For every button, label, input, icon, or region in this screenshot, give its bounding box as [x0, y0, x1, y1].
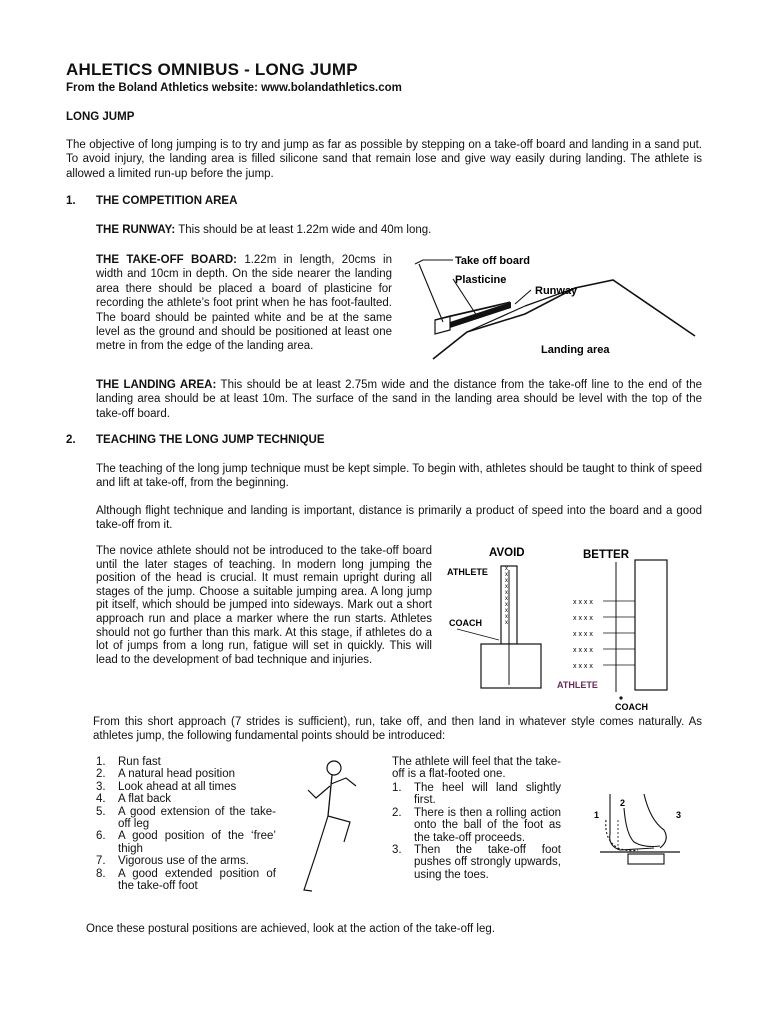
runway-leader [515, 290, 531, 304]
list-item [392, 844, 561, 881]
list-item-number: 1. [96, 756, 106, 768]
list-item-number: 6. [96, 830, 106, 843]
foot-takeoff-diagram [584, 790, 694, 880]
list-item-text: There is then a rolling action onto the ball of the foot as the take-off proceeds. [414, 806, 561, 844]
label-athlete-better: ATHLETE [557, 680, 598, 690]
takeoff-board-leader [415, 260, 453, 264]
plasticine-strip [450, 302, 511, 328]
document-title: AHLETICS OMNIBUS - LONG JUMP [66, 60, 358, 79]
torso-line [328, 775, 332, 816]
svg-text:x x x x: x x x x [573, 663, 593, 670]
takeoff-leg [304, 816, 328, 891]
list-item-number: 3. [392, 844, 402, 857]
list-item-number: 2. [392, 806, 402, 819]
foot-action-list [392, 782, 561, 881]
list-item-number: 2. [96, 768, 106, 781]
landing-area-text: This should be at least 2.75m wide and the distance from the take-off line to the end of the landing area should be at least 10m. The surface of the sand in the landing area should be level with the top of the take-off board. [96, 379, 703, 420]
takeoff-board-text: 1.22m in length, 20cms in width and 10cm in depth. On the side nearer the landing area there should be placed a board of plasticine for recording the athlete’s foot print when he has foot-faulted. The board should be painted white and be at the same level as the ground and should be positioned at least one metre in from the edge of the landing area. [96, 254, 392, 353]
better-pit [635, 560, 667, 690]
coach-pointer [457, 629, 499, 640]
intro-paragraph: The objective of long jumping is to try and jump as far as possible by stepping on a take-off board and landing in a sand put. To avoid injury, the landing area is filled silicone sand that remain lose and give way easily during landing. The athlete is allowed a limited run-up before the jump. [66, 139, 702, 180]
list-item-text: A good position of the ‘free’ thigh [118, 830, 276, 855]
competition-area-diagram [405, 246, 705, 366]
teaching-paragraph-3: The novice athlete should not be introduced to the take-off board until the later stages of teaching. In modern long jumping the position of the head is crucial. It must remain upright during all stages of the jump. Choose a suitable jumping area. A long jump pit itself, which should be jumped into sideways. Mark out a short approach run and place a marker where the run starts. Athletes should not go further than this mark. At this stage, if athletes do a lot of jumps from a long run, fatigue will set in quickly. This will lead to the development of bad technique and injuries. [96, 545, 432, 666]
list-item-text: Run fast [118, 756, 161, 768]
label-better: BETTER [583, 549, 629, 561]
list-item [392, 782, 561, 807]
avoid-pit [481, 644, 541, 688]
svg-text:x x x x: x x x x [573, 615, 593, 622]
list-item [96, 781, 276, 793]
list-item [96, 806, 276, 831]
list-item-text: The heel will land slightly first. [414, 782, 561, 807]
list-item-number: 7. [96, 855, 106, 868]
closing-paragraph: Once these postural positions are achieved, look at the action of the take-off leg. [86, 923, 495, 935]
section-2-number: 2. [66, 434, 76, 446]
landing-area-paragraph [96, 378, 702, 421]
list-item-number: 8. [96, 867, 106, 880]
runway-paragraph [96, 223, 702, 237]
left-arm [308, 786, 330, 798]
better-run-arrows [603, 601, 635, 665]
list-item [96, 868, 276, 893]
list-item [392, 807, 561, 844]
list-item [96, 793, 276, 805]
svg-text:x x x x: x x x x [573, 631, 593, 638]
label-athlete-avoid: ATHLETE [447, 567, 488, 577]
takeoff-board-block [628, 854, 664, 864]
svg-text:x x x x: x x x x [573, 647, 593, 654]
label-phase-2: 2 [620, 798, 626, 808]
list-item-number: 5. [96, 805, 106, 818]
list-item-number: 4. [96, 793, 106, 806]
list-item-text: A natural head position [118, 768, 236, 781]
runway-label: THE RUNWAY: [96, 224, 176, 236]
teaching-paragraph-4: From this short approach (7 strides is sufficient), run, take off, and then land in whatever style comes naturally. As athletes jump, the following fundamental points should be introduced: [93, 716, 702, 743]
list-item [96, 768, 276, 780]
label-coach-better: COACH [615, 702, 648, 712]
athlete-stick-figure [290, 756, 370, 896]
head-icon [327, 761, 341, 775]
foot-action-intro: The athlete will feel that the take-off is a flat-footed one. [392, 756, 561, 781]
list-item [96, 855, 276, 867]
avoid-better-diagram [445, 540, 685, 720]
teaching-paragraph-2: Although flight technique and landing is important, distance is primarily a product of speed into the board and a good take-off from it. [96, 505, 702, 532]
label-phase-3: 3 [676, 810, 682, 820]
label-takeoff-board: Take off board [455, 255, 530, 267]
landing-area-label: THE LANDING AREA: [96, 379, 217, 391]
label-plasticine: Plasticine [455, 274, 507, 286]
list-item-text: Then the take-off foot pushes off strongly upwards, using the toes. [414, 844, 561, 881]
list-item [96, 830, 276, 855]
list-item-text: A flat back [118, 793, 172, 806]
section-1-number: 1. [66, 195, 76, 207]
coach-marker [619, 696, 622, 699]
takeoff-board-label: THE TAKE-OFF BOARD: [96, 254, 237, 266]
foot-outlines [606, 794, 667, 851]
label-landing-area: Landing area [541, 344, 610, 356]
list-item-number: 1. [392, 782, 402, 794]
section-2-heading: TEACHING THE LONG JUMP TECHNIQUE [96, 434, 325, 446]
teaching-paragraph-1: The teaching of the long jump technique must be kept simple. To begin with, athletes should be taught to think of speed and lift at take-off, from the beginning. [96, 463, 702, 490]
list-item-text: A good extended position of the take-off foot [118, 867, 276, 893]
runway-text: This should be at least 1.22m wide and 40m long. [175, 224, 432, 236]
label-runway: Runway [535, 285, 578, 297]
section-1-heading: THE COMPETITION AREA [96, 195, 238, 207]
better-athlete-marks [573, 599, 593, 670]
right-arm [331, 778, 356, 786]
list-item-text: Vigorous use of the arms. [118, 855, 249, 868]
takeoff-board-paragraph [96, 253, 392, 354]
list-item-text: A good extension of the take-off leg [118, 805, 276, 831]
svg-text:x x x x: x x x x [573, 599, 593, 606]
label-phase-1: 1 [594, 810, 600, 820]
list-item-number: 3. [96, 780, 106, 793]
takeoff-board-leader [419, 264, 443, 322]
fundamental-points-list [96, 756, 276, 892]
free-leg [328, 816, 350, 842]
label-coach-avoid: COACH [449, 618, 482, 628]
label-avoid: AVOID [489, 547, 525, 559]
avoid-athlete-marks: x x x x x x x x x x [505, 566, 508, 626]
list-item [96, 756, 276, 768]
list-item-text: Look ahead at all times [118, 780, 237, 793]
section-heading-long-jump: LONG JUMP [66, 111, 135, 123]
document-subtitle: From the Boland Athletics website: www.bolandathletics.com [66, 82, 402, 94]
